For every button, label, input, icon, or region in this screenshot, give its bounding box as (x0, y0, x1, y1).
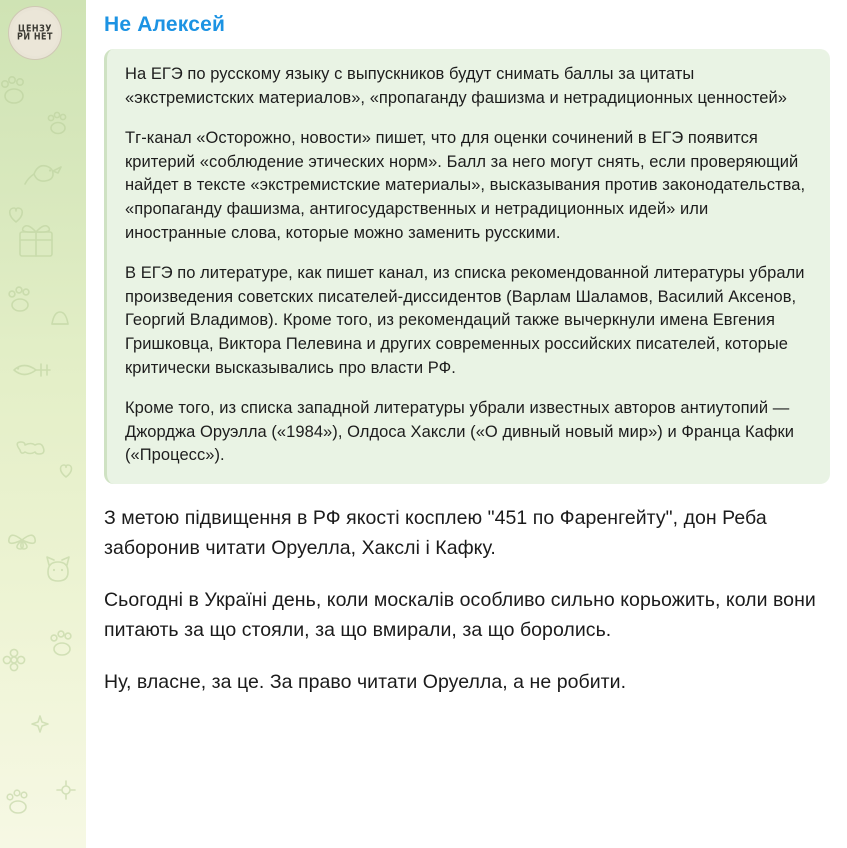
sticker-rail (0, 0, 86, 848)
quoted-post-card[interactable] (104, 49, 830, 484)
quote-paragraph: В ЕГЭ по литературе, как пишет канал, из списка рекомендованной литературы убрали произведения советских писателей-диссидентов (Варлам Шаламов, Василий Аксенов, Георгий Владимов). Кроме того, из рекомендаций также вычеркнули имена Евгения Гришковца, Виктора Пелевина и других современных российских писателей, которые критически высказывались про власти РФ. (125, 264, 805, 377)
pet-doodles-pattern (0, 0, 86, 848)
comment-body (104, 504, 846, 698)
comment-paragraph: З метою підвищення в РФ якості косплею "451 по Фаренгейту", дон Реба заборонив читати Оруелла, Хакслі і Кафку. (104, 506, 767, 559)
avatar[interactable] (8, 6, 62, 60)
avatar-inner (12, 10, 58, 56)
quote-paragraph: Кроме того, из списка западной литературы убрали известных авторов антиутопий — Джорджа Оруэлла («1984»), Олдоса Хаксли («О дивный новый мир») и Франца Кафки («Процесс»). (125, 399, 794, 465)
quote-paragraph: Тг-канал «Осторожно, новости» пишет, что для оценки сочинений в ЕГЭ появится критерий «соблюдение этических норм». Балл за него могут снять, если проверяющий найдет в тексте «экстремистские материалы», высказывания против законодательства, «пропаганду фашизма, антигосударственных и нетрадиционных идей» или иностранные слова, которые можно заменить русскими. (125, 129, 806, 242)
message-content (86, 0, 847, 848)
avatar-text-line-1: ЦЕНЗУ (18, 22, 52, 34)
comment-paragraph: Ну, власне, за це. За право читати Оруелла, а не робити. (104, 671, 627, 694)
post-author-name[interactable]: Не Алексей (104, 13, 226, 36)
comment-paragraph: Сьогодні в Україні день, коли москалів особливо сильно корьожить, коли вони питають за що стояли, за що вмирали, за що боролись. (104, 589, 816, 641)
quote-paragraph: На ЕГЭ по русскому языку с выпускников будут снимать баллы за цитаты «экстремистских материалов», «пропаганду фашизма и нетрадиционных ценностей» (125, 65, 787, 107)
avatar-text-line-2: РИ НЕТ (17, 30, 53, 42)
